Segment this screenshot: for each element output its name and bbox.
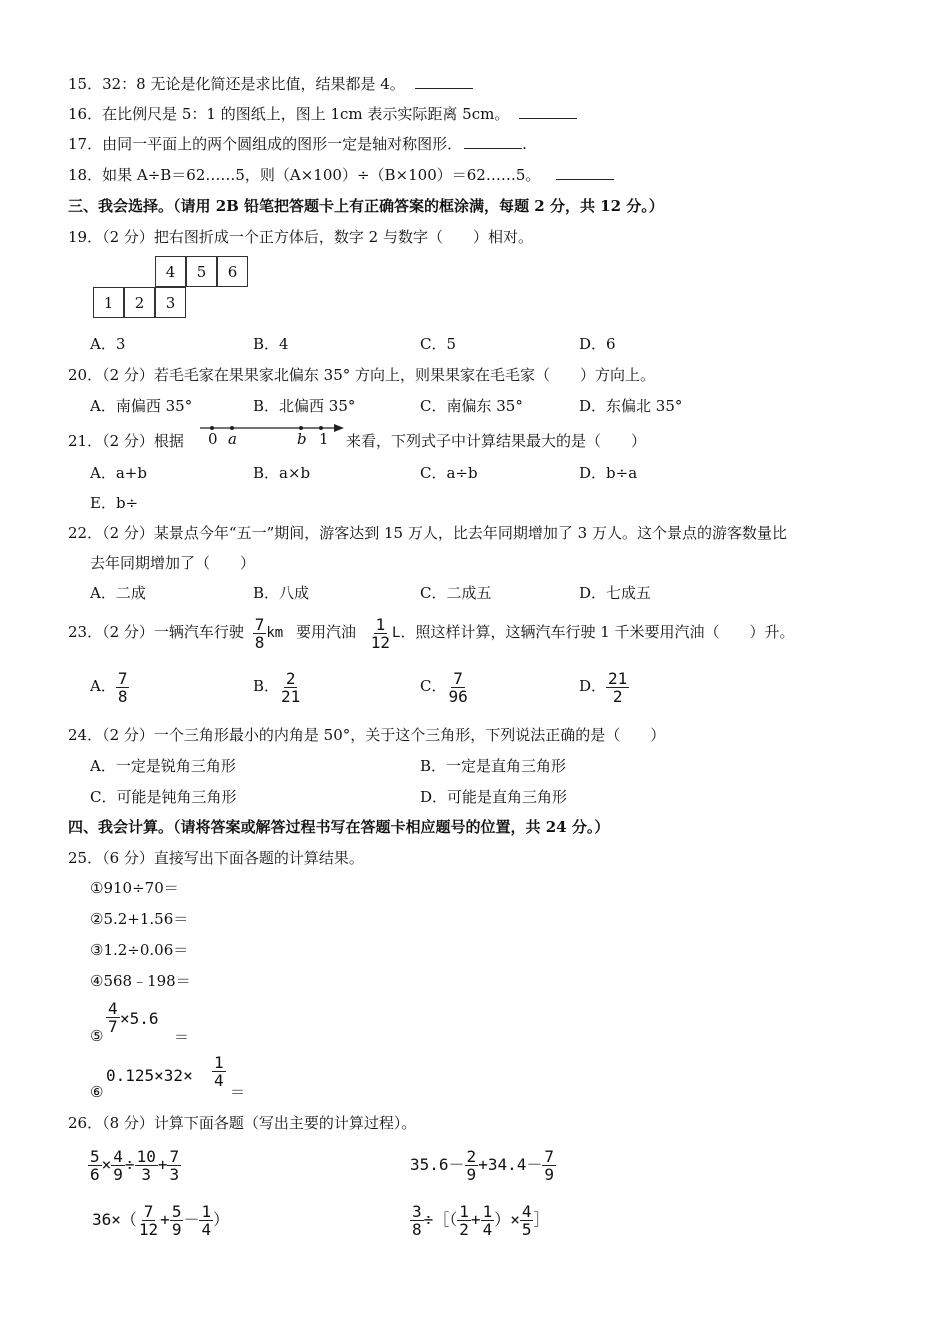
fraction: $\frac{4}{9}$ [113, 1147, 123, 1184]
fraction: $\frac{5}{9}$ [171, 1202, 182, 1239]
option-d[interactable]: D．东偏北 35° [579, 397, 683, 415]
answer-blank[interactable] [519, 104, 577, 119]
fraction: $\frac{7}{96}$ [448, 668, 468, 706]
question-19-stem: 19．（2 分）把右图折成一个正方体后，数字 2 与数字（ ）相对。 [68, 228, 533, 246]
fraction: $\frac{7}{12}$ [138, 1202, 159, 1239]
fraction: $\frac{10}{3}$ [136, 1147, 156, 1184]
question-18: 18．如果 A÷B＝62……5，则（A×100）÷（B×100）＝62……5。 [68, 165, 614, 185]
calc-item: ④568﹣198＝ [90, 972, 191, 990]
worksheet-page: 15．32：8 无论是化简还是求比值，结果都是 4。 16．在比例尺是 5：1 的图纸上，图上 1cm 表示实际距离 5cm。 17．由同一平面上的两个圆组成的图形一定是轴对称图形． . 18．如果 A÷B＝62……5，则（A×100）÷（B×100）＝62……5。 三、我会选择。（请用 2B 铅笔把答题卡上有正确答案的框涂满，每题 2 分，共 12 分。） 19．（2 分）把右图折成一个正方体后，数字 2 与数字（ ）相对。 4 5 6 1 2 3 A．3 B．4 C．5 D．6 20．（2 分）若毛毛家在果果家北偏东 35° 方向上，则果果家在毛毛家（ ）方向上。 A．南偏西 35° B．北偏西 35° C．南偏东 35° D．东偏北 35° 21．（2 分）根据 0 a b 1 来看，下列式子中计算结果最大的是（ ） A．a+b B．a×b C．a÷b D．b÷a E．b÷ 22．（2 分）某景点今年“五一”期间，游客达到 15 万人，比去年同期增加了 3 万人。这个景点的游客数量比 去年同期增加了（ ） A．二成 B．八成 C．二成五 D．七成五 23．（2 分）一辆汽车行驶 $\frac{7}{8}$ km 要用汽油 $\frac{1}{12}$ L．照这样计算，这辆汽车行驶 1 千米要用汽油（ ）升。 A． $\frac{7}{8}$ B． $\frac{2}{21}$ C． $\frac{7}{96}$ D． $\frac{21}{2}$ 24．（2 分）一个三角形最小的内角是 50°，关于这个三角形，下列说法正确的是（ ） A．一定是锐角三角形 B．一定是直角三角形 C．可能是钝角三角形 D．可能是直角三角形 四、我会计算。（请将答案或解答过程书写在答题卡相应题号的位置，共 24 分。） 25．（6 分）直接写出下面各题的计算结果。 ①910÷70＝ ②5.2+1.56＝ ③1.2÷0.06＝ ④568﹣198＝ ⑤ $\frac{4}{7}$ ×5.6 ＝ ⑥ 0.125×32× $\frac{1}{4}$ ＝ 26．（8 分）计算下面各题（写出主要的计算过程）。 $\frac{5}{6}$ × $\frac{4}{9}$ ÷ $\frac{10}{3}$ + $\frac{7}{3}$ 35.6－ $\frac{2}{9}$ +34.4－ $\frac{7}{9}$ 36×（ $\frac{7}{12}$ + $\frac{5}{9}$ － $\frac{1}{4}$ ） $\frac{3}{8}$ ÷［（ $\frac{1}{2}$ + $\frac{1}{4}$ ）× $\frac{4}{5}$ ］ [68, 75, 795, 1239]
option-e[interactable]: E．b÷ [90, 494, 139, 512]
option-c[interactable]: C． $\frac{7}{96}$ [420, 668, 468, 706]
net-cell: 6 [217, 256, 248, 287]
net-cell: 4 [155, 256, 186, 287]
option-d[interactable]: D．b÷a [579, 464, 638, 482]
question-22-line2: 去年同期增加了（ ） [90, 554, 256, 572]
fraction: $\frac{5}{6}$ [90, 1147, 100, 1184]
question-25-stem: 25．（6 分）直接写出下面各题的计算结果。 [68, 849, 364, 867]
fraction: $\frac{21}{2}$ [608, 668, 628, 706]
question-16: 16．在比例尺是 5：1 的图纸上，图上 1cm 表示实际距离 5cm。 [68, 104, 577, 124]
fraction: $\frac{2}{9}$ [466, 1147, 477, 1184]
answer-blank[interactable] [556, 165, 614, 180]
question-15: 15．32：8 无论是化简还是求比值，结果都是 4。 [68, 74, 473, 94]
fraction: $\frac{7}{8}$ [254, 614, 265, 652]
option-a[interactable]: A．a+b [90, 464, 147, 482]
option-d[interactable]: D．6 [579, 335, 616, 353]
option-c[interactable]: C．二成五 [420, 584, 492, 602]
option-c[interactable]: C．可能是钝角三角形 [90, 788, 237, 806]
option-a[interactable]: A．一定是锐角三角形 [90, 757, 236, 775]
answer-blank[interactable] [415, 74, 473, 89]
axis-label: 1 [319, 430, 329, 448]
fraction: $\frac{1}{4}$ [214, 1053, 224, 1090]
option-b[interactable]: B．北偏西 35° [253, 397, 356, 415]
expression-4: $\frac{3}{8}$ ÷［（ $\frac{1}{2}$ + $\frac{1}{4}$ ）× $\frac{4}{5}$ ］ [412, 1202, 550, 1239]
fraction: $\frac{1}{2}$ [459, 1202, 469, 1239]
option-c[interactable]: C．5 [420, 335, 457, 353]
calc-item: ②5.2+1.56＝ [90, 910, 189, 928]
fraction: $\frac{7}{9}$ [544, 1147, 554, 1184]
option-c[interactable]: C．a÷b [420, 464, 478, 482]
option-a[interactable]: A．二成 [90, 584, 146, 602]
question-22-line1: 22．（2 分）某景点今年“五一”期间，游客达到 15 万人，比去年同期增加了 3 万人。这个景点的游客数量比 [68, 524, 787, 542]
fraction: $\frac{7}{3}$ [169, 1147, 180, 1184]
net-cell: 3 [155, 287, 186, 318]
option-c[interactable]: C．南偏东 35° [420, 397, 523, 415]
fraction: $\frac{1}{4}$ [201, 1202, 212, 1239]
expression-3: 36×（ $\frac{7}{12}$ + $\frac{5}{9}$ － $\frac{1}{4}$ ） [92, 1202, 230, 1239]
section-4-heading: 四、我会计算。（请将答案或解答过程书写在答题卡相应题号的位置，共 24 分。） [68, 818, 610, 836]
net-cell: 1 [93, 287, 124, 318]
fraction: $\frac{1}{12}$ [370, 614, 391, 652]
question-20-stem: 20．（2 分）若毛毛家在果果家北偏东 35° 方向上，则果果家在毛毛家（ ）方向上。 [68, 366, 656, 384]
option-d[interactable]: D．七成五 [579, 584, 652, 602]
section-3-heading: 三、我会选择。（请用 2B 铅笔把答题卡上有正确答案的框涂满，每题 2 分，共 12 分。） [68, 197, 664, 215]
fraction: $\frac{4}{5}$ [521, 1202, 532, 1239]
expression-1: $\frac{5}{6}$ × $\frac{4}{9}$ ÷ $\frac{10}{3}$ + $\frac{7}{3}$ [90, 1147, 180, 1184]
option-a[interactable]: A．3 [90, 335, 126, 353]
question-26-stem: 26．（8 分）计算下面各题（写出主要的计算过程）。 [68, 1114, 417, 1132]
fraction: $\frac{3}{8}$ [412, 1202, 422, 1239]
option-b[interactable]: B．八成 [253, 584, 310, 602]
question-21-stem-end: 来看，下列式子中计算结果最大的是（ ） [346, 432, 647, 450]
option-b[interactable]: B．a×b [253, 464, 311, 482]
option-a[interactable]: A．南偏西 35° [90, 397, 193, 415]
net-cell: 5 [186, 256, 217, 287]
option-b[interactable]: B． $\frac{2}{21}$ [253, 668, 301, 706]
question-23-stem: 23．（2 分）一辆汽车行驶 $\frac{7}{8}$ km 要用汽油 $\frac{1}{12}$ L．照这样计算，这辆汽车行驶 1 千米要用汽油（ ）升。 [68, 614, 795, 652]
question-24-stem: 24．（2 分）一个三角形最小的内角是 50°，关于这个三角形，下列说法正确的是（ ） [68, 726, 666, 744]
net-cell: 2 [124, 287, 155, 318]
question-17: 17．由同一平面上的两个圆组成的图形一定是轴对称图形． . [68, 135, 527, 153]
fraction: $\frac{7}{8}$ [117, 668, 128, 706]
axis-label: b [297, 430, 307, 448]
option-d[interactable]: D． $\frac{21}{2}$ [579, 668, 628, 706]
answer-blank[interactable] [464, 134, 522, 149]
expression-2: 35.6－ $\frac{2}{9}$ +34.4－ $\frac{7}{9}$ [410, 1147, 554, 1184]
fraction: $\frac{1}{4}$ [482, 1202, 493, 1239]
axis-label: 0 [208, 430, 218, 448]
calc-item: ①910÷70＝ [90, 879, 179, 897]
calc-item: ③1.2÷0.06＝ [90, 941, 189, 959]
question-21-stem-start: 21．（2 分）根据 [68, 432, 184, 450]
fraction: $\frac{2}{21}$ [281, 668, 301, 706]
option-b[interactable]: B．一定是直角三角形 [420, 757, 567, 775]
fraction: $\frac{4}{7}$ [108, 999, 118, 1036]
number-line-figure [198, 424, 348, 450]
option-d[interactable]: D．可能是直角三角形 [420, 788, 568, 806]
axis-label: a [228, 430, 237, 448]
option-b[interactable]: B．4 [253, 335, 289, 353]
option-a[interactable]: A． $\frac{7}{8}$ [90, 668, 128, 706]
